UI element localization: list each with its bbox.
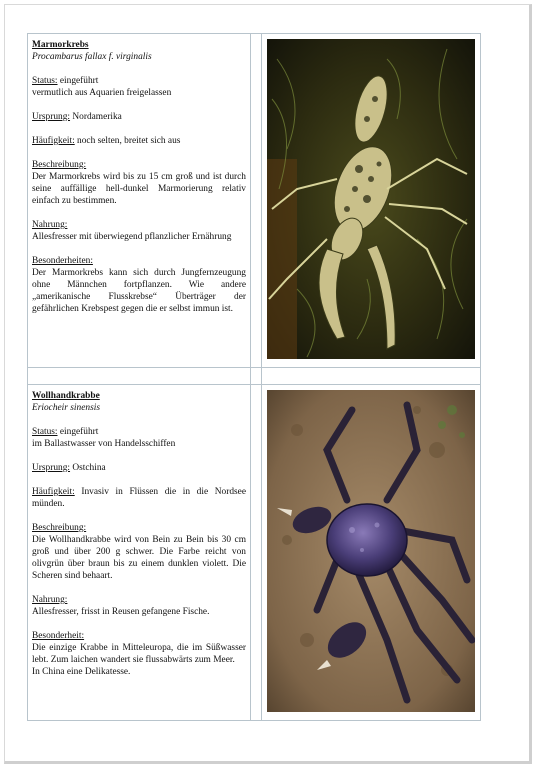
row-divider: [28, 384, 480, 385]
scientific-name: Procambarus fallax f. virginalis: [32, 52, 152, 62]
diet-label: Nahrung:: [32, 220, 68, 230]
document-page: [4, 4, 532, 764]
special-text: Die einzige Krabbe in Mitteleuropa, die im Süßwasser lebt. Zum laichen wandert sie flussabwärts zum Meer.: [32, 643, 246, 665]
description-label: Beschreibung:: [32, 523, 87, 533]
diet-label: Nahrung:: [32, 595, 68, 605]
diet-text: Allesfresser, frisst in Reusen gefangene Fische.: [32, 607, 210, 617]
species-name: Marmorkrebs: [32, 40, 89, 50]
scientific-name: Eriocheir sinensis: [32, 403, 100, 413]
status-value: eingeführt: [57, 76, 99, 86]
frequency-label: Häufigkeit:: [32, 487, 75, 497]
status-label: Status:: [32, 427, 58, 437]
special-text-2: In China eine Delikatesse.: [32, 667, 131, 677]
description-text: Der Marmorkrebs wird bis zu 15 cm groß und ist durch seine auffällige hell-dunkel Marmorierung relativ einfach zu bestimmen.: [32, 172, 246, 206]
row-divider: [28, 367, 480, 368]
frequency-value: Invasiv in Flüssen die in die Nordsee münden.: [32, 487, 246, 509]
column-divider: [261, 34, 262, 720]
special-label: Besonderheit:: [32, 631, 85, 641]
special-label: Besonderheiten:: [32, 256, 93, 266]
species-table: [27, 33, 481, 721]
species-entry-marmorkrebs: [32, 39, 246, 315]
crab-photo: [267, 390, 475, 712]
frequency-label: Häufigkeit:: [32, 136, 75, 146]
status-value: eingeführt: [57, 427, 99, 437]
frequency-value: noch selten, breitet sich aus: [74, 136, 181, 146]
description-label: Beschreibung:: [32, 160, 87, 170]
special-text: Der Marmorkrebs kann sich durch Jungfernzeugung ohne Männchen fortpflanzen. Wie andere „amerikanische Flusskrebse“ Überträger der gefährlichen Krebspest gegen die er selbst immun ist.: [32, 268, 246, 314]
species-entry-wollhandkrabbe: [32, 390, 246, 678]
origin-label: Ursprung:: [32, 112, 71, 122]
diet-text: Allesfresser mit überwiegend pflanzlicher Ernährung: [32, 232, 232, 242]
description-text: Die Wollhandkrabbe wird von Bein zu Bein bis 30 cm groß und über 200 g schwer. Die Farbe reicht von olivgrün über braun bis zu einem dunklen violett. Die Scheren sind behaart.: [32, 535, 246, 581]
origin-value: Ostchina: [70, 463, 106, 473]
crayfish-photo: [267, 39, 475, 359]
status-label: Status:: [32, 76, 58, 86]
species-name: Wollhandkrabbe: [32, 391, 100, 401]
origin-label: Ursprung:: [32, 463, 71, 473]
status-note: vermutlich aus Aquarien freigelassen: [32, 88, 172, 98]
status-note: im Ballastwasser von Handelsschiffen: [32, 439, 176, 449]
origin-value: Nordamerika: [70, 112, 122, 122]
column-divider: [250, 34, 251, 720]
